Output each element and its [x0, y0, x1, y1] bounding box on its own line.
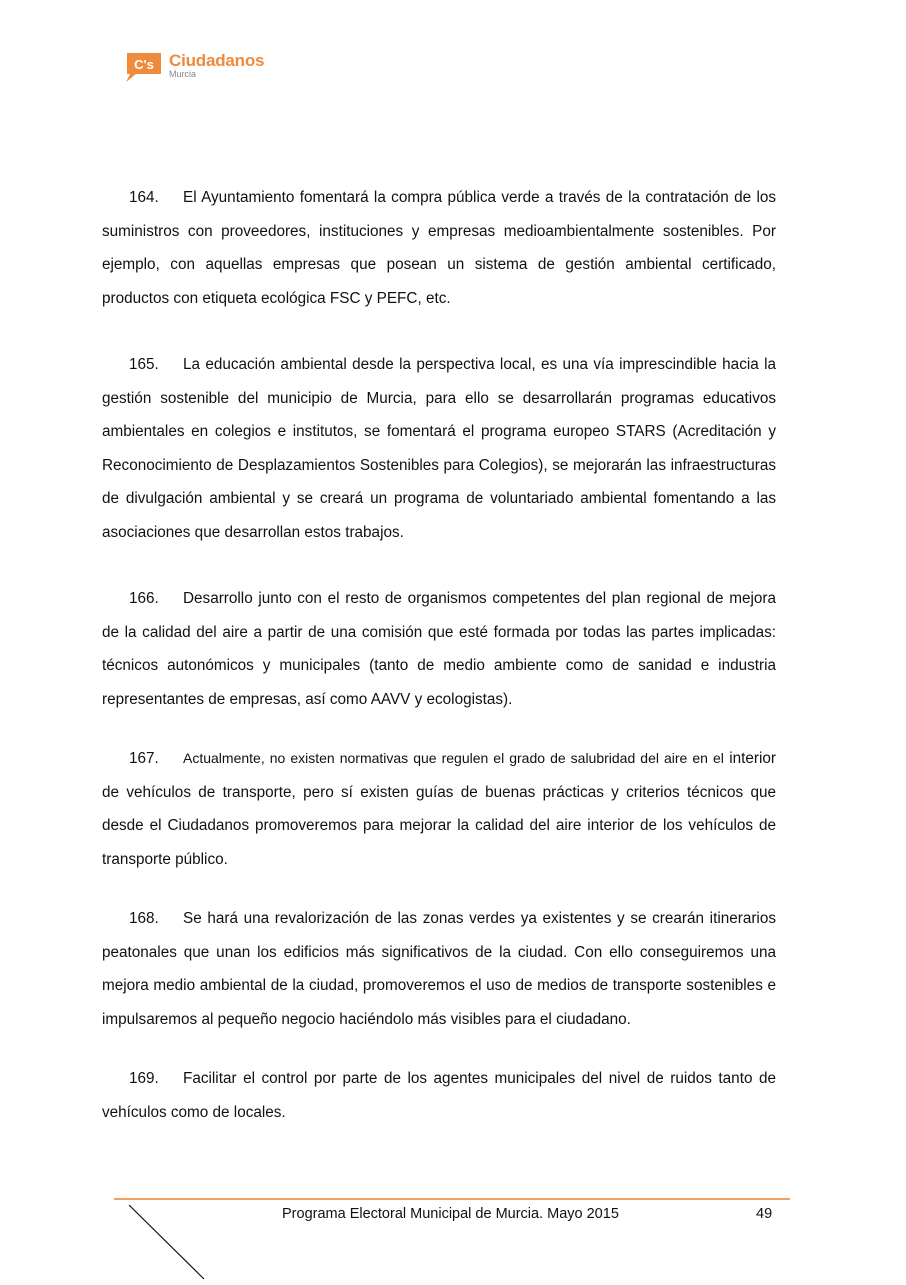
speech-bubble-logo-icon	[124, 50, 164, 84]
item-text: La educación ambiental desde la perspectiva local, es una vía imprescindible hacia la gestión sostenible del municipio de Murcia, para ello se desarrollarán programas educativos ambientales en colegios e institutos, se fomentará el programa europeo STARS (Acreditación y Reconocimiento de Desplazamientos Sostenibles para Colegios), se mejorarán las infraestructuras de divulgación ambiental y se creará un programa de voluntariado ambiental fomentando a las asociaciones que desarrollan estos trabajos.	[102, 356, 776, 541]
item-text: Desarrollo junto con el resto de organismos competentes del plan regional de mejora de la calidad del aire a partir de una comisión que esté formada por todas las partes implicadas: técnicos autonómicos y municipales (tanto de medio ambiente como de sanidad e industria representantes de empresas, así como AAVV y ecologistas).	[102, 590, 776, 708]
item-number: 167.	[129, 750, 159, 767]
item-text: Se hará una revalorización de las zonas verdes ya existentes y se crearán itinerarios peatonales que unan los edificios más significativos de la ciudad. Con ello conseguiremos una mejora medio ambiental de la ciudad, promoveremos el uso de medios de transporte sostenibles e impulsaremos al pequeño negocio haciéndolo más visibles para el ciudadano.	[102, 910, 776, 1028]
item-number: 168.	[129, 910, 159, 927]
proposal-item-165	[102, 348, 776, 549]
page-number: 49	[756, 1206, 773, 1222]
logo-region: Murcia	[169, 69, 197, 79]
proposal-item-167	[102, 742, 776, 876]
footer-divider	[114, 1198, 790, 1200]
paragraph-gap	[102, 549, 776, 582]
ciudadanos-logo	[124, 50, 264, 84]
item-number: 169.	[129, 1070, 159, 1087]
item-text: interior de vehículos de transporte, pero sí existen guías de buenas prácticas y criterios técnicos que desde el Ciudadanos promoveremos para mejorar la calidad del aire interior de los vehículos de transporte público.	[102, 750, 777, 868]
paragraph-gap	[102, 876, 776, 902]
svg-text:C's: C's	[134, 57, 154, 72]
proposal-item-169	[102, 1062, 776, 1129]
proposal-item-168	[102, 902, 776, 1036]
item-text: El Ayuntamiento fomentará la compra pública verde a través de la contratación de los suministros con proveedores, instituciones y empresas medioambientalmente sostenibles. Por ejemplo, con aquellas empresas que posean un sistema de gestión ambiental certificado, productos con etiqueta ecológica FSC y PEFC, etc.	[102, 189, 776, 307]
item-text: Facilitar el control por parte de los agentes municipales del nivel de ruidos tanto de vehículos como de locales.	[102, 1070, 776, 1121]
logo-name: Ciudadanos	[169, 51, 265, 70]
item-lead-text: Actualmente, no existen normativas que regulen el grado de salubridad del aire en el	[183, 750, 724, 766]
paragraph-gap	[102, 315, 776, 348]
proposal-item-166	[102, 582, 776, 716]
item-number: 165.	[129, 356, 159, 373]
item-number: 166.	[129, 590, 159, 607]
paragraph-gap	[102, 1036, 776, 1062]
footer-title: Programa Electoral Municipal de Murcia. Mayo 2015	[282, 1206, 619, 1222]
item-number: 164.	[129, 189, 159, 206]
proposal-item-164	[102, 181, 776, 315]
corner-diagonal-line	[128, 1204, 208, 1285]
document-body	[102, 181, 776, 1129]
paragraph-gap	[102, 716, 776, 742]
